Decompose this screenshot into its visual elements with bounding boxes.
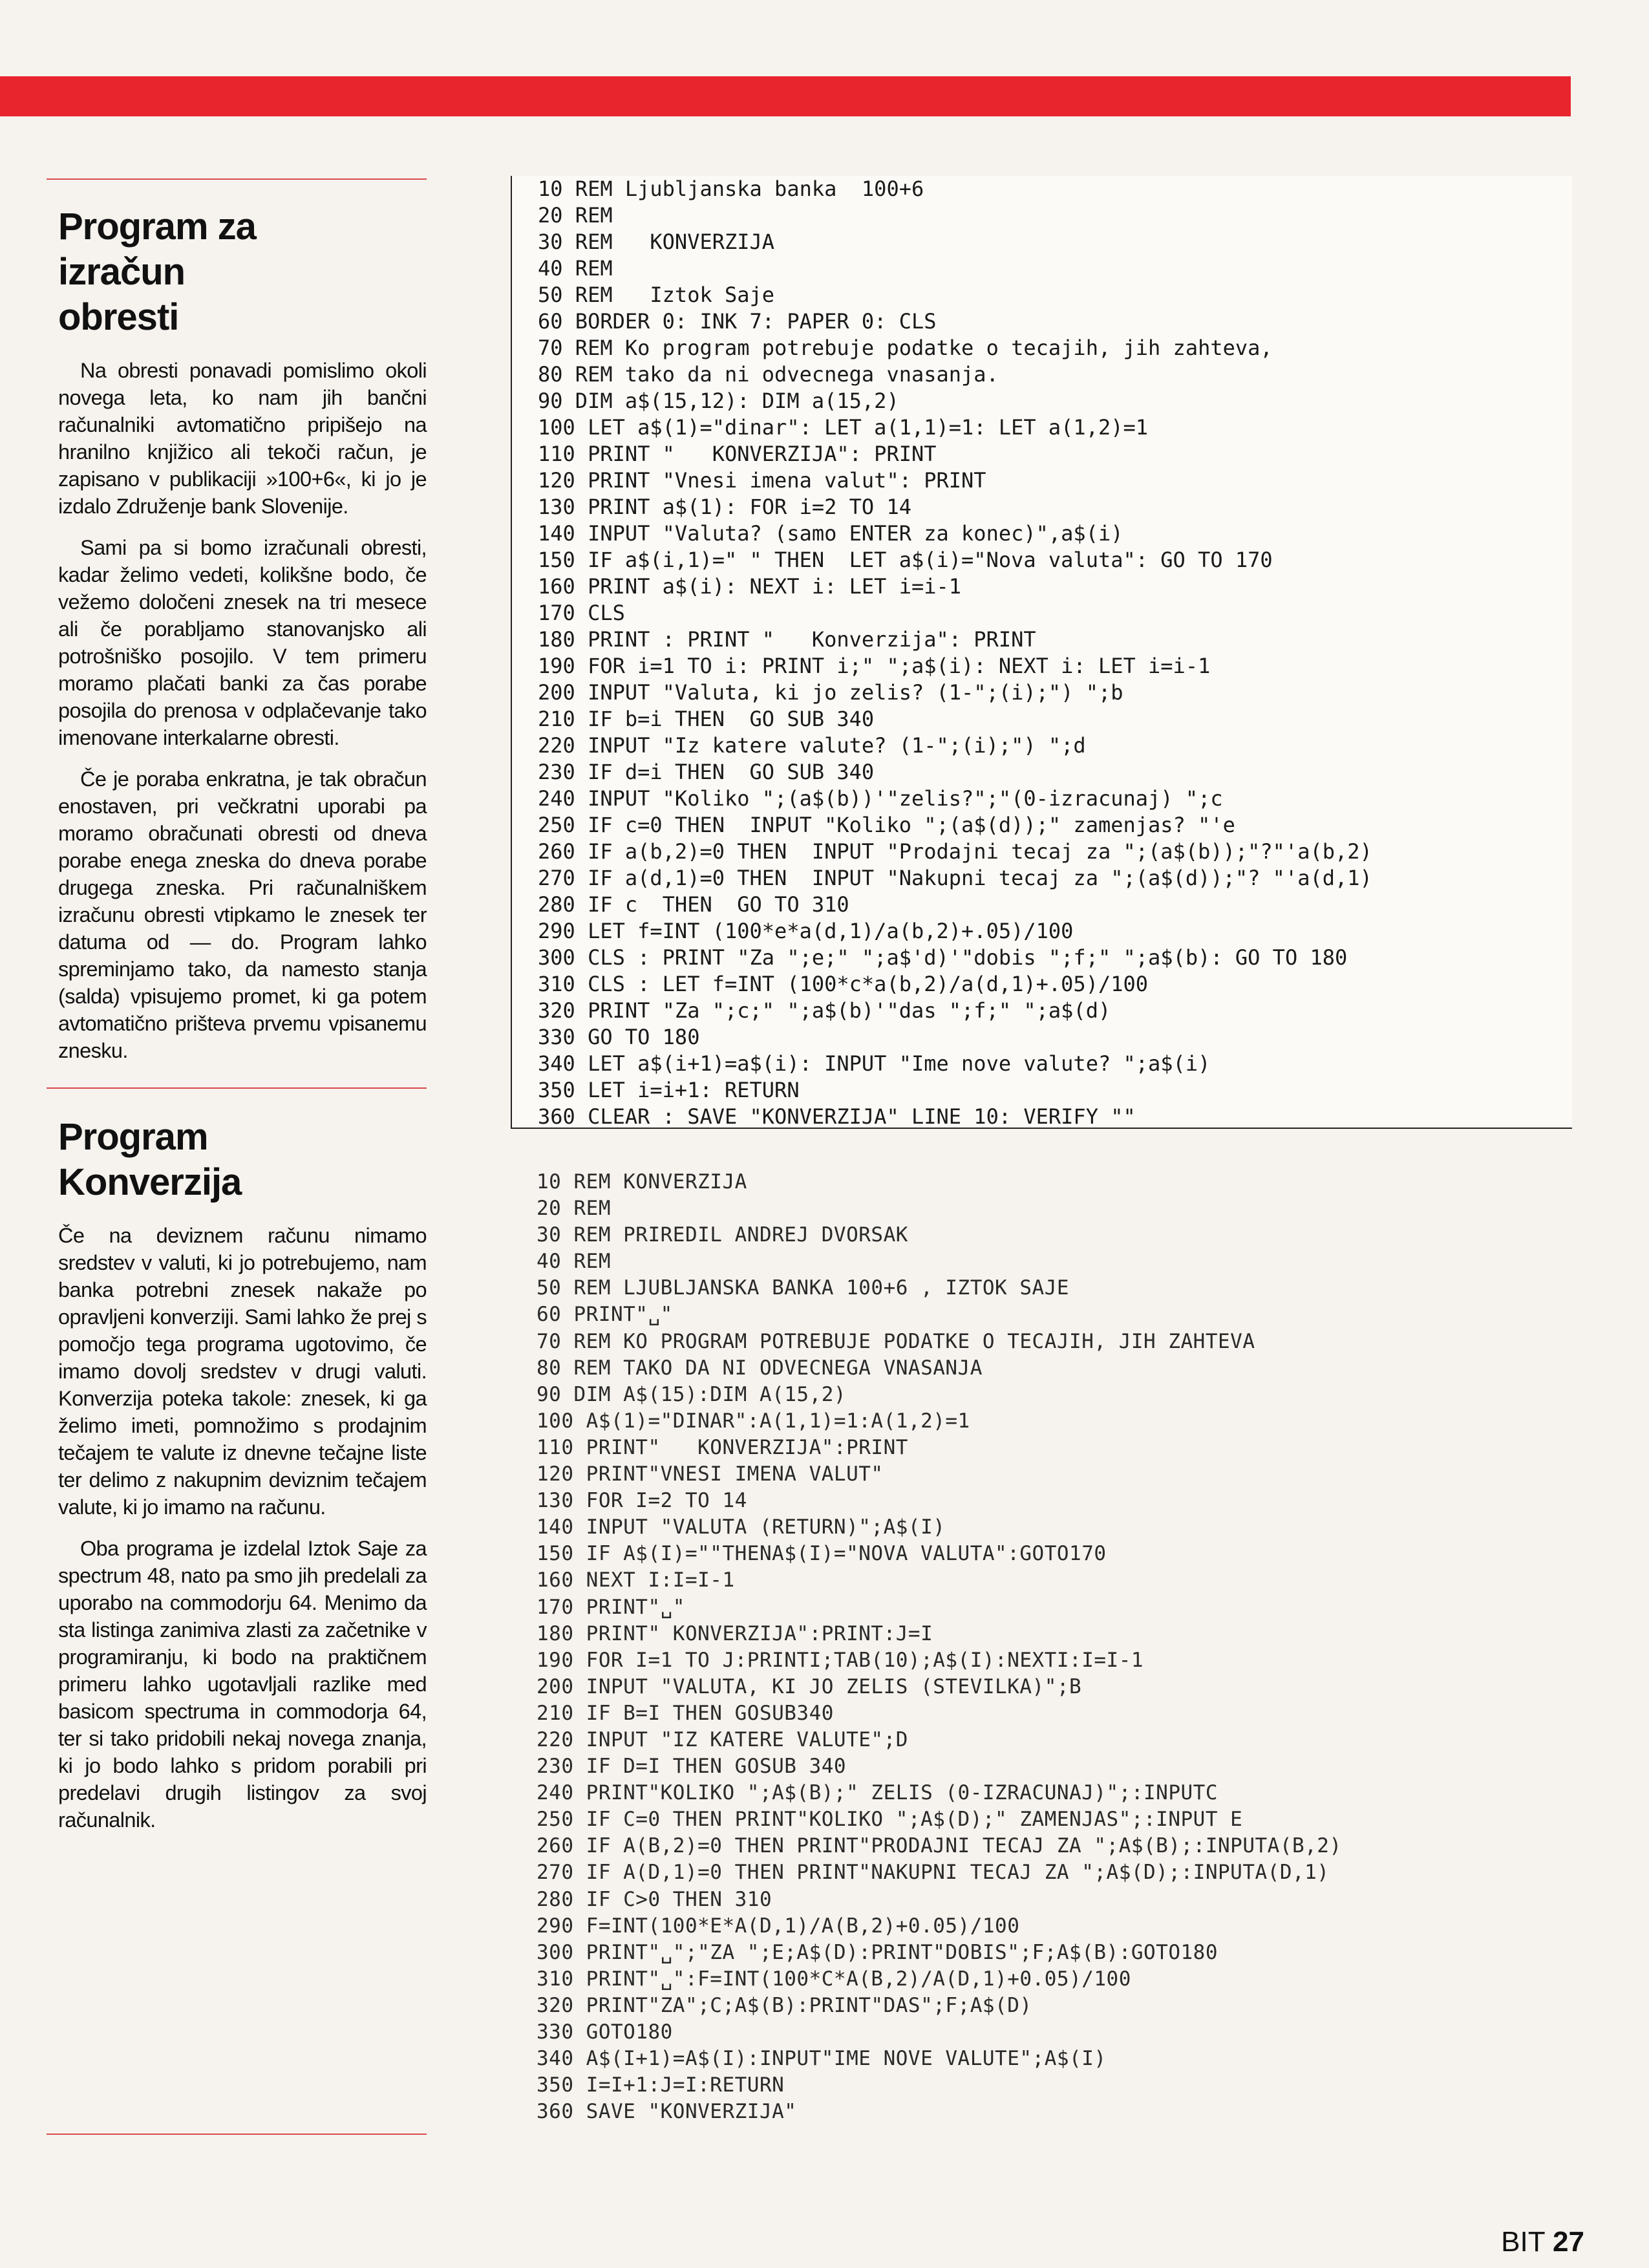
- article-konverzija: [47, 1115, 427, 1834]
- article-obresti: [47, 204, 427, 1064]
- article-konverzija-title: Program Konverzija: [58, 1116, 242, 1203]
- article-konverzija-paragraph-1: Če na deviznem računu nimamo sredstev v valuti, ki jo potrebujemo, nam banka potrebni znesek nakaže po opravljeni konverziji. Sami lahko že prej s pomočjo tega programa ugotovimo, če imamo dovolj sredstev v drugi valuti. Konverzija poteka takole: znesek, ki ga želimo imeti, pomnožimo s prodajnim tečajem te valute iz dnevne tečajne liste ter delimo z nakupnim deviznim tečajem valute, ki jo imamo na računu.: [58, 1224, 427, 1519]
- code-line: 200 INPUT "VALUTA, KI JO ZELIS (STEVILKA)";B: [537, 1674, 1082, 1698]
- code-line: 50 REM LJUBLJANSKA BANKA 100+6 , IZTOK SAJE: [537, 1276, 1070, 1300]
- code-line: 90 DIM a$(15,12): DIM a(15,2): [538, 389, 899, 413]
- code-line: 290 F=INT(100*E*A(D,1)/A(B,2)+0.05)/100: [537, 1914, 1020, 1938]
- code-line: 190 FOR I=1 TO J:PRINTI;TAB(10);A$(I):NEXTI:I=I-1: [537, 1648, 1144, 1672]
- code-line: 130 FOR I=2 TO 14: [537, 1489, 747, 1513]
- article-konverzija-paragraph-2: Oba programa je izdelal Iztok Saje za spectrum 48, nato pa smo jih predelali za uporabo na commodorju 64. Menimo da sta listinga zanimiva zlasti za začetnike v programiranju, ki bodo na praktičnem primeru lahko ugotavljali razlike med basicom spectruma in commodorja 64, ter si tako pridobili nekaj novega znanja, ki jo bodo lahko s pridom porabili pri predelavi drugih listingov za svoj računalnik.: [58, 1537, 427, 1832]
- code-line: 30 REM KONVERZIJA: [538, 230, 775, 254]
- code-line: 280 IF c THEN GO TO 310: [538, 892, 849, 917]
- code-line: 170 CLS: [538, 601, 625, 625]
- code-line: 290 LET f=INT (100*e*a(d,1)/a(b,2)+.05)/100: [538, 919, 1074, 943]
- page-number: 27: [1553, 2226, 1584, 2258]
- code-line: 110 PRINT" KONVERZIJA":PRINT: [537, 1435, 908, 1459]
- article-obresti-paragraph-3: Če je poraba enkratna, je tak obračun enostaven, pri večkratni uporabi pa moramo obračunati obresti od dneva porabe enega zneska do dneva porabe drugega zneska. Pri računalniškem izračunu obresti vtipkamo le znesek ter datuma od — do. Program lahko spreminjamo tako, da namesto stanja (salda) vpisujemo promet, ki ga potem avtomatično prišteva prvemu vpisanemu znesku.: [58, 767, 427, 1062]
- article-obresti-title: Program za izračun obresti: [58, 206, 256, 338]
- code-line: 200 INPUT "Valuta, ki jo zelis? (1-";(i);") ";b: [538, 680, 1123, 705]
- code-line: 120 PRINT "Vnesi imena valut": PRINT: [538, 468, 986, 493]
- code-line: 40 REM: [538, 256, 613, 281]
- code-line: 10 REM Ljubljanska banka 100+6: [538, 177, 924, 201]
- bottom-rule: [47, 2134, 427, 2135]
- code-line: 150 IF a$(i,1)=" " THEN LET a$(i)="Nova valuta": GO TO 170: [538, 548, 1273, 572]
- page-footer: [1501, 2226, 1584, 2258]
- code-line: 310 CLS : LET f=INT (100*c*a(b,2)/a(d,1)+.05)/100: [538, 972, 1149, 996]
- code-line: 80 REM tako da ni odvecnega vnasanja.: [538, 362, 999, 387]
- listing-spectrum: [511, 176, 1572, 1129]
- code-line: 160 NEXT I:I=I-1: [537, 1568, 735, 1592]
- code-line: 350 I=I+1:J=I:RETURN: [537, 2073, 785, 2097]
- code-line: 250 IF C=0 THEN PRINT"KOLIKO ";A$(D);" ZAMENJAS";:INPUT E: [537, 1808, 1243, 1832]
- code-line: 320 PRINT "Za ";c;" ";a$(b)'"das ";f;" ";a$(d): [538, 998, 1111, 1023]
- code-line: 60 BORDER 0: INK 7: PAPER 0: CLS: [538, 309, 937, 334]
- code-line: 180 PRINT" KONVERZIJA":PRINT:J=I: [537, 1621, 933, 1645]
- code-line: 60 PRINT"␣": [537, 1303, 673, 1327]
- code-line: 150 IF A$(I)=""THENA$(I)="NOVA VALUTA":GOTO170: [537, 1542, 1107, 1566]
- code-line: 250 IF c=0 THEN INPUT "Koliko ";(a$(d));" zamenjas? "'e: [538, 813, 1235, 837]
- code-line: 70 REM KO PROGRAM POTREBUJE PODATKE O TECAJIH, JIH ZAHTEVA: [537, 1329, 1255, 1353]
- code-line: 330 GOTO180: [537, 2020, 673, 2044]
- code-line: 170 PRINT"␣": [537, 1595, 685, 1619]
- left-column: [47, 178, 427, 1848]
- article-obresti-paragraph-1: Na obresti ponavadi pomislimo okoli novega leta, ko nam jih bančni računalniki avtomatično pripišejo na hranilno knjižico ali tekoči račun, je zapisano v publikaciji »100+6«, ki jo je izdalo Združenje bank Slovenije.: [58, 359, 427, 518]
- code-line: 300 CLS : PRINT "Za ";e;" ";a$'d)'"dobis ";f;" ";a$(b): GO TO 180: [538, 945, 1348, 970]
- code-line: 90 DIM A$(15):DIM A(15,2): [537, 1382, 847, 1406]
- code-line: 220 INPUT "Iz katere valute? (1-";(i);") ";d: [538, 733, 1086, 758]
- code-line: 140 INPUT "VALUTA (RETURN)";A$(I): [537, 1515, 946, 1539]
- code-line: 210 IF b=i THEN GO SUB 340: [538, 707, 875, 731]
- code-line: 120 PRINT"VNESI IMENA VALUT": [537, 1462, 884, 1486]
- code-line: 20 REM: [538, 203, 613, 228]
- code-line: 340 A$(I+1)=A$(I):INPUT"IME NOVE VALUTE";A$(I): [537, 2047, 1107, 2071]
- code-line: 350 LET i=i+1: RETURN: [538, 1078, 800, 1102]
- section-rule: [47, 1087, 427, 1089]
- code-line: 260 IF a(b,2)=0 THEN INPUT "Prodajni tecaj za ";(a$(b));"?"'a(b,2): [538, 839, 1372, 864]
- code-line: 310 PRINT"␣":F=INT(100*C*A(B,2)/A(D,1)+0.05)/100: [537, 1967, 1131, 1991]
- code-line: 100 LET a$(1)="dinar": LET a(1,1)=1: LET a(1,2)=1: [538, 415, 1149, 440]
- code-line: 230 IF D=I THEN GOSUB 340: [537, 1755, 847, 1779]
- code-line: 80 REM TAKO DA NI ODVECNEGA VNASANJA: [537, 1356, 983, 1380]
- code-line: 140 INPUT "Valuta? (samo ENTER za konec)",a$(i): [538, 521, 1123, 546]
- code-line: 130 PRINT a$(1): FOR i=2 TO 14: [538, 495, 911, 519]
- code-line: 360 CLEAR : SAVE "KONVERZIJA" LINE 10: VERIFY "": [538, 1104, 1136, 1129]
- code-line: 160 PRINT a$(i): NEXT i: LET i=i-1: [538, 574, 962, 599]
- code-line: 210 IF B=I THEN GOSUB340: [537, 1701, 834, 1725]
- code-line: 10 REM KONVERZIJA: [537, 1170, 747, 1193]
- top-rule: [47, 178, 427, 180]
- code-line: 40 REM: [537, 1250, 611, 1274]
- code-line: 320 PRINT"ZA";C;A$(B):PRINT"DAS";F;A$(D): [537, 1993, 1032, 2017]
- code-line: 260 IF A(B,2)=0 THEN PRINT"PRODAJNI TECAJ ZA ";A$(B);:INPUTA(B,2): [537, 1834, 1342, 1858]
- code-line: 270 IF a(d,1)=0 THEN INPUT "Nakupni tecaj za ";(a$(d));"? "'a(d,1): [538, 866, 1372, 890]
- code-line: 360 SAVE "KONVERZIJA": [537, 2100, 797, 2124]
- article-obresti-paragraph-2: Sami pa si bomo izračunali obresti, kadar želimo vedeti, kolikšne bodo, če vežemo določeni znesek na tri mesece ali če porabljamo stanovanjsko ali potrošniško posojilo. V tem primeru moramo plačati banki za čas porabe posojila do prenosa v odplačevanje tako imenovane interkalarne obresti.: [58, 536, 427, 749]
- code-line: 330 GO TO 180: [538, 1025, 700, 1049]
- code-line: 190 FOR i=1 TO i: PRINT i;" ";a$(i): NEXT i: LET i=i-1: [538, 654, 1211, 678]
- code-line: 100 A$(1)="DINAR":A(1,1)=1:A(1,2)=1: [537, 1409, 970, 1433]
- code-line: 240 PRINT"KOLIKO ";A$(B);" ZELIS (0-IZRACUNAJ)";:INPUTC: [537, 1781, 1218, 1805]
- code-line: 280 IF C>0 THEN 310: [537, 1887, 772, 1911]
- code-line: 300 PRINT"␣";"ZA ";E;A$(D):PRINT"DOBIS";F;A$(B):GOTO180: [537, 1940, 1218, 1964]
- magazine-name: BIT: [1501, 2226, 1545, 2258]
- code-line: 50 REM Iztok Saje: [538, 283, 775, 307]
- code-line: 20 REM: [537, 1197, 611, 1221]
- code-line: 110 PRINT " KONVERZIJA": PRINT: [538, 442, 937, 466]
- header-red-band: [0, 76, 1571, 116]
- code-line: 270 IF A(D,1)=0 THEN PRINT"NAKUPNI TECAJ ZA ";A$(D);:INPUTA(D,1): [537, 1861, 1330, 1885]
- code-line: 230 IF d=i THEN GO SUB 340: [538, 760, 875, 784]
- code-line: 340 LET a$(i+1)=a$(i): INPUT "Ime nove valute? ";a$(i): [538, 1051, 1211, 1076]
- code-line: 180 PRINT : PRINT " Konverzija": PRINT: [538, 627, 1036, 652]
- code-line: 70 REM Ko program potrebuje podatke o tecajih, jih zahteva,: [538, 336, 1273, 360]
- code-line: 240 INPUT "Koliko ";(a$(b))'"zelis?";"(0-izracunaj) ";c: [538, 786, 1223, 811]
- listing-c64: [511, 1169, 1571, 2125]
- code-line: 30 REM PRIREDIL ANDREJ DVORSAK: [537, 1223, 908, 1247]
- code-line: 220 INPUT "IZ KATERE VALUTE";D: [537, 1728, 908, 1751]
